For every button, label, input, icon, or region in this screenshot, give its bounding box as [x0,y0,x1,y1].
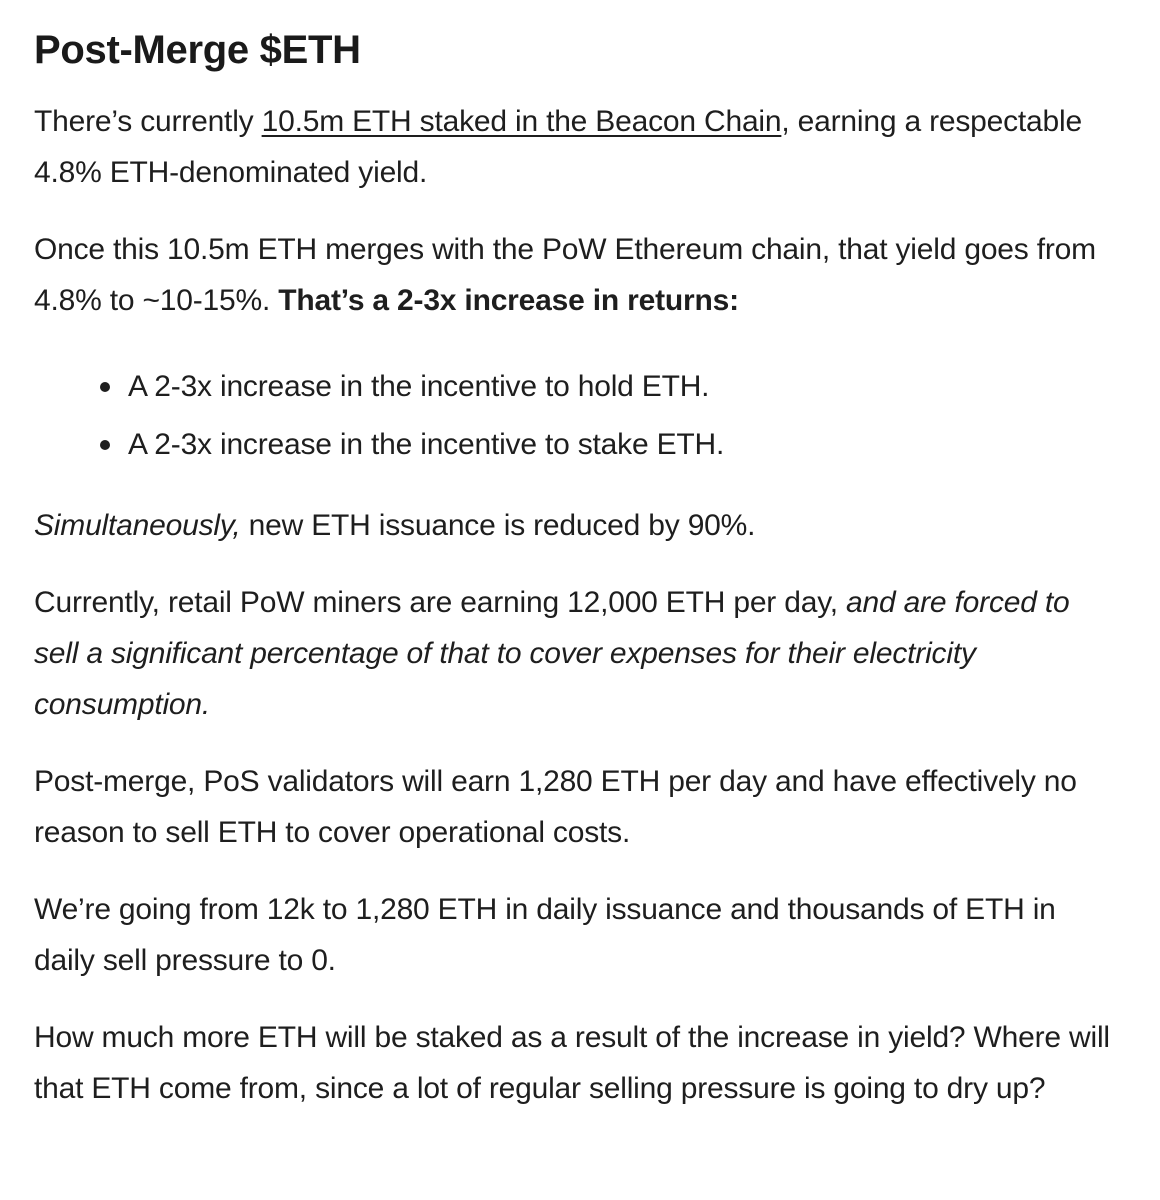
paragraph-issuance-italic: Simultaneously, [34,509,241,542]
list-item-text: A 2-3x increase in the incentive to hold ETH. [128,370,710,403]
paragraph-daily-issuance: We’re going from 12k to 1,280 ETH in daily issuance and thousands of ETH in daily sell pressure to 0. [34,893,1056,977]
paragraph-issuance [34,500,1120,551]
paragraph-miners-italic: and are forced to sell a significant percentage of that to cover expenses for their electricity consumption. [34,586,1070,721]
list-item-text: A 2-3x increase in the incentive to stake ETH. [128,428,725,461]
paragraph-miners [34,577,1120,730]
bullet-icon [100,382,110,392]
paragraph-staking-tail: , earning a respectable 4.8% ETH-denominated yield. [34,105,1082,189]
paragraph-miners-text: Currently, retail PoW miners are earning 12,000 ETH per day, [34,586,847,619]
paragraph-staking-lead: There’s currently [34,105,262,138]
paragraph-question: How much more ETH will be staked as a result of the increase in yield? Where will that ETH come from, since a lot of regular selling pressure is going to dry up? [34,1021,1110,1105]
bullet-icon [100,440,110,450]
paragraph-staking [34,96,1120,198]
article-title: Post-Merge $ETH [34,28,361,72]
list-item [34,358,1120,416]
paragraph-yield [34,224,1120,326]
paragraph-yield-emphasis: That’s a 2-3x increase in returns: [278,284,739,317]
list-item [34,416,1120,474]
paragraph-issuance-text: new ETH issuance is reduced by 90%. [240,509,756,542]
paragraph-validators: Post-merge, PoS validators will earn 1,280 ETH per day and have effectively no reason to sell ETH to cover operational costs. [34,765,1077,849]
paragraph-yield-text: Once this 10.5m ETH merges with the PoW Ethereum chain, that yield goes from 4.8% to ~10-15%. [34,233,1096,317]
incentive-list [34,352,1120,474]
beacon-chain-link[interactable]: 10.5m ETH staked in the Beacon Chain [261,105,782,138]
